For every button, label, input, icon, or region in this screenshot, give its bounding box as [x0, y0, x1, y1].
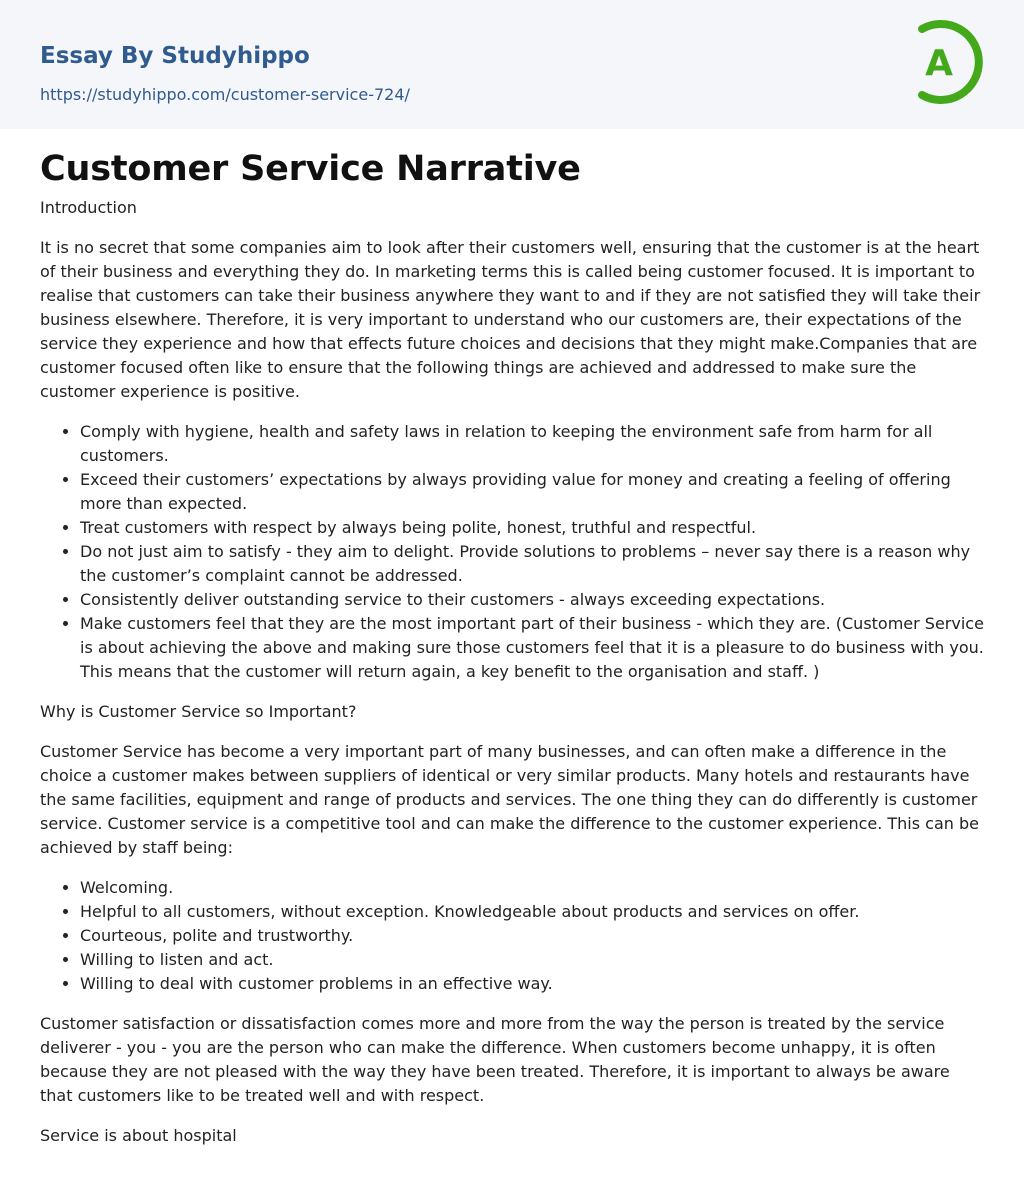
essay-body	[0, 147, 1024, 1148]
intro-heading: Introduction	[40, 198, 137, 217]
list-item: • Willing to deal with customer problems in an effective way.	[80, 972, 984, 996]
list-item: • Willing to listen and act.	[80, 948, 984, 972]
list-item: • Consistently deliver outstanding service to their customers - always exceeding expectations.	[80, 588, 984, 612]
brand-title: Essay By Studyhippo	[40, 43, 310, 69]
essay-url-link[interactable]: https://studyhippo.com/customer-service-724/	[40, 85, 410, 104]
list-item: • Exceed their customers’ expectations by always providing value for money and creating a feeling of offering more than expected.	[80, 468, 984, 516]
list-item: • Treat customers with respect by always being polite, honest, truthful and respectful.	[80, 516, 984, 540]
section-heading-why: Why is Customer Service so Important?	[40, 702, 357, 721]
why-paragraph: Customer Service has become a very important part of many businesses, and can often make a difference in the choice a customer makes between suppliers of identical or very similar products. Many hotels and restaurants have the same facilities, equipment and range of products and services. The one thing they can do differently is customer service. Customer service is a competitive tool and can make the difference to the customer experience. This can be achieved by staff being:	[40, 742, 979, 857]
list-item: • Helpful to all customers, without exception. Knowledgeable about products and services on offer.	[80, 900, 984, 924]
site-header	[0, 0, 1024, 129]
list-item: • Comply with hygiene, health and safety laws in relation to keeping the environment safe from harm for all customers.	[80, 420, 984, 468]
truncated-line: Service is about hospital	[40, 1126, 237, 1145]
list-item: • Do not just aim to satisfy - they aim to delight. Provide solutions to problems – never say there is a reason why the customer’s complaint cannot be addressed.	[80, 540, 984, 588]
customer-focus-list	[40, 420, 984, 684]
staff-qualities-list	[40, 876, 984, 996]
satisfaction-paragraph: Customer satisfaction or dissatisfaction comes more and more from the way the person is treated by the service deliverer - you - you are the person who can make the difference. When customers become unhappy, it is often because they are not pleased with the way they have been treated. Therefore, it is important to always be aware that customers like to be treated well and with respect.	[40, 1014, 950, 1105]
studyhippo-logo-icon[interactable]	[912, 18, 988, 106]
logo-letter: A	[925, 43, 953, 84]
list-item: • Welcoming.	[80, 876, 984, 900]
list-item: • Make customers feel that they are the most important part of their business - which they are. (Customer Service is about achieving the above and making sure those customers feel that it is a pleasure to do business with you. This means that the customer will return again, a key benefit to the organisation and staff. )	[80, 612, 984, 684]
list-item: • Courteous, polite and trustworthy.	[80, 924, 984, 948]
page-title: Customer Service Narrative	[40, 149, 581, 189]
intro-paragraph: It is no secret that some companies aim to look after their customers well, ensuring that the customer is at the heart of their business and everything they do. In marketing terms this is called being customer focused. It is important to realise that customers can take their business anywhere they want to and if they are not satisfied they will take their business elsewhere. Therefore, it is very important to understand who our customers are, their expectations of the service they experience and how that effects future choices and decisions that they might make.Companies that are customer focused often like to ensure that the following things are achieved and addressed to make sure the customer experience is positive.	[40, 238, 981, 401]
